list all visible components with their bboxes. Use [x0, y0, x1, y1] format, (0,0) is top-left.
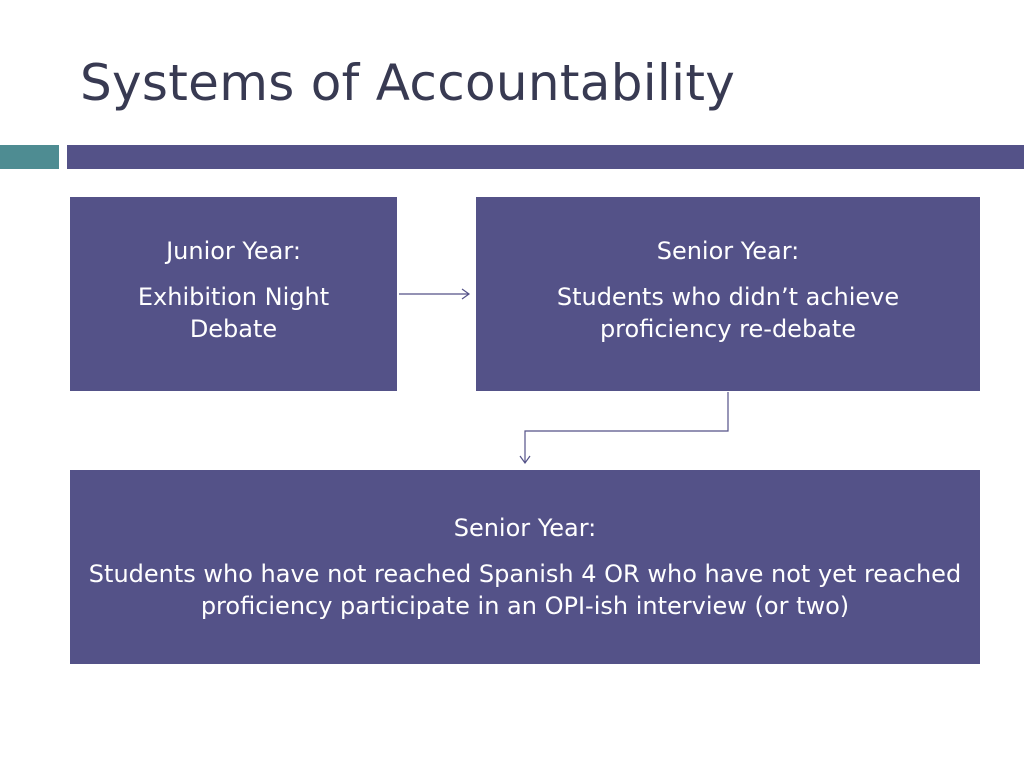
edge-junior-to-senior — [399, 289, 469, 299]
node-senior-redebate-body: Students who didn’t achieve proficiency re-debate — [556, 283, 900, 343]
node-junior-body: Exhibition Night Debate — [137, 283, 330, 343]
node-senior-opi-heading: Senior Year: — [453, 514, 597, 542]
node-senior-opi-body: Students who have not reached Spanish 4 OR who have not yet reached proficiency participate in an OPI-ish interview (or two) — [88, 560, 962, 620]
edge-senior-to-opi-line — [525, 392, 728, 463]
edge-senior-to-opi-arrowhead — [520, 456, 530, 463]
node-junior-heading: Junior Year: — [166, 237, 301, 265]
node-senior-redebate — [476, 197, 980, 391]
node-senior-opi — [70, 470, 980, 664]
edge-junior-to-senior-arrowhead — [462, 289, 469, 299]
accent-bar-teal — [0, 145, 59, 169]
node-junior-year — [70, 197, 397, 391]
node-senior-redebate-heading: Senior Year: — [656, 237, 800, 265]
slide-title: Systems of Accountability — [80, 54, 736, 112]
edge-senior-to-opi — [520, 392, 728, 463]
accent-bar-purple — [67, 145, 1024, 169]
